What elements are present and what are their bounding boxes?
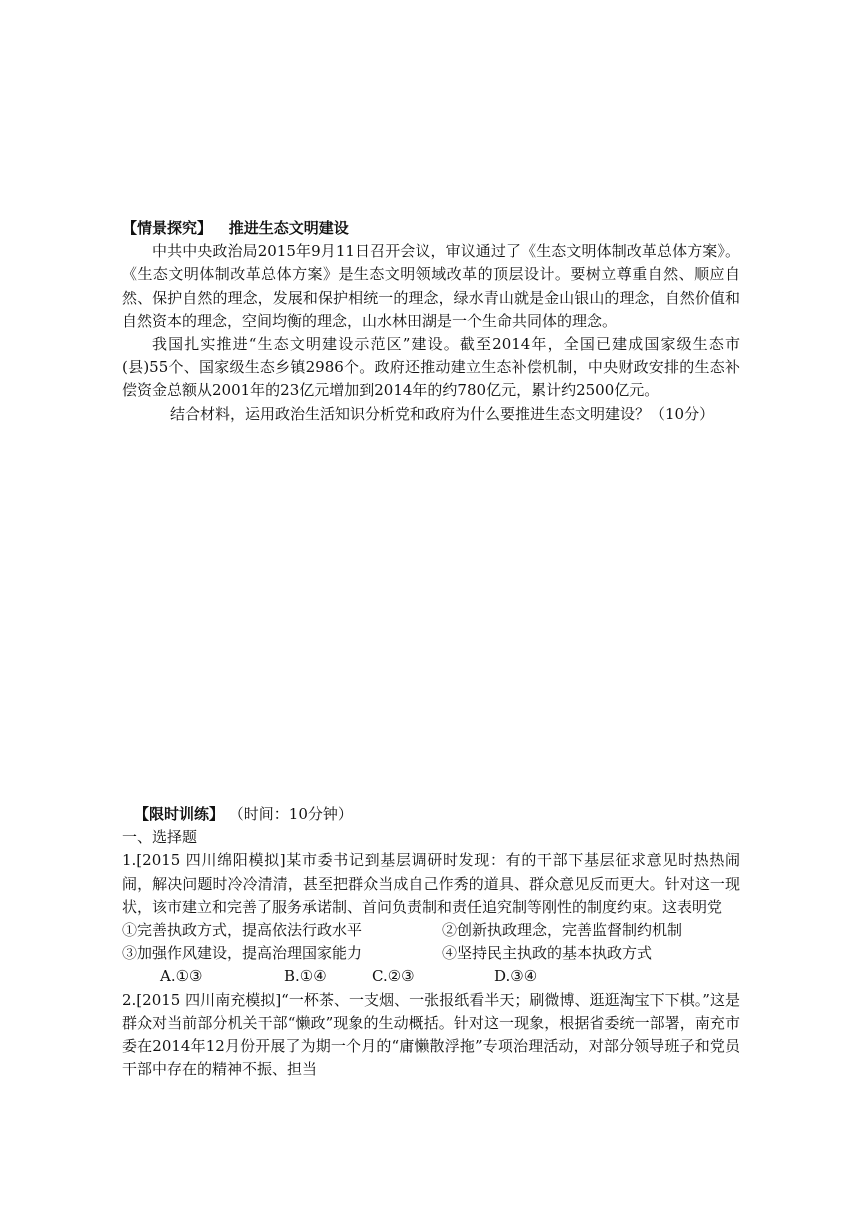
question-1-option-1: ①完善执政方式，提高依法行政水平: [122, 921, 363, 940]
question-1-option-2: ②创新执政理念，完善监督制约机制: [442, 921, 683, 940]
scenario-heading-bracket: 【情景探究】: [122, 219, 213, 237]
scenario-question: 结合材料，运用政治生活知识分析党和政府为什么要推进生态文明建设？（10分）: [170, 404, 715, 423]
practice-heading: [122, 803, 740, 826]
question-1-choice-c: C.②③: [372, 967, 415, 986]
scenario-section: [122, 217, 740, 426]
question-1-stem: 1.[2015 四川绵阳模拟]某市委书记到基层调研时发现：有的干部下基层征求意见时热热闹闹，解决问题时冷冷清清，甚至把群众当成自己作秀的道具、群众意见反而更大。针对这一现状，该市建立和完善了服务承诺制、首问负责制和责任追究制等刚性的制度约束。这表明党: [122, 851, 740, 916]
practice-subheading: 一、选择题: [122, 828, 198, 847]
practice-heading-time: （时间：10分钟）: [228, 805, 353, 823]
question-1-option-4: ④坚持民主执政的基本执政方式: [442, 944, 653, 963]
question-1-options: [122, 919, 740, 989]
question-1-option-3: ③加强作风建设，提高治理国家能力: [122, 944, 363, 963]
question-1-choice-a: A.①③: [160, 967, 203, 986]
question-1-choice-d: D.③④: [494, 967, 538, 986]
question-1-choice-b: B.①④: [284, 967, 327, 986]
scenario-heading: [122, 217, 740, 240]
practice-section: [122, 803, 740, 1081]
scenario-paragraph-2: 我国扎实推进“生态文明建设示范区”建设。截至2014年，全国已建成国家级生态市(县)55个、国家级生态乡镇2986个。政府还推动建立生态补偿机制，中央财政安排的生态补偿资金总额从2001年的23亿元增加到2014年的约780亿元，累计约2500亿元。: [122, 335, 740, 400]
scenario-paragraph-1: 中共中央政治局2015年9月11日召开会议，审议通过了《生态文明体制改革总体方案》。《生态文明体制改革总体方案》是生态文明领域改革的顶层设计。要树立尊重自然、顺应自然、保护自然的理念，发展和保护相统一的理念，绿水青山就是金山银山的理念，自然价值和自然资本的理念，空间均衡的理念，山水林田湖是一个生命共同体的理念。: [122, 242, 740, 330]
scenario-heading-title: 推进生态文明建设: [228, 219, 349, 237]
question-2-stem: 2.[2015 四川南充模拟]“一杯茶、一支烟、一张报纸看半天；刷微博、逛逛淘宝下下棋。”这是群众对当前部分机关干部“懒政”现象的生动概括。针对这一现象，根据省委统一部署，南充市委在2014年12月份开展了为期一个月的“庸懒散浮拖”专项治理活动，对部分领导班子和党员干部中存在的精神不振、担当: [122, 990, 740, 1079]
practice-heading-bracket: 【限时训练】: [134, 805, 225, 823]
